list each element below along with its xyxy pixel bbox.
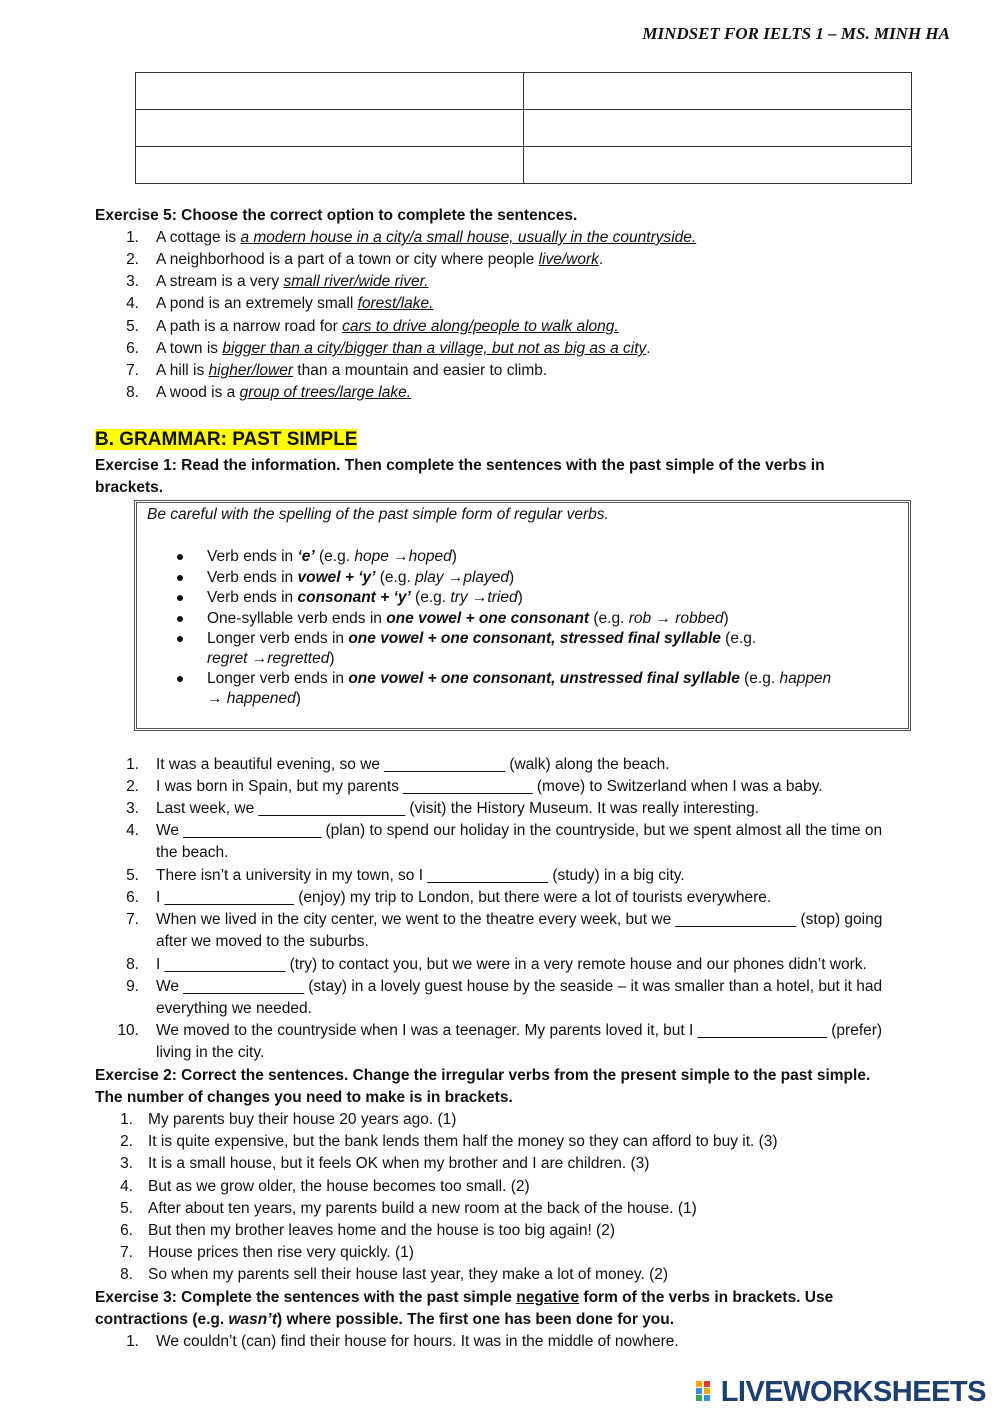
- list-item: [156, 294, 433, 314]
- answer-options[interactable]: a modern house in a city/a small house, usually in the countryside.: [240, 229, 697, 246]
- ex3-title-negative: negative: [516, 1289, 580, 1306]
- box-intro: Be careful with the spelling of the past simple form of regular verbs.: [147, 506, 609, 523]
- answer-options[interactable]: forest/lake.: [357, 295, 434, 312]
- item-number: 6.: [126, 340, 139, 357]
- item-number: 2.: [126, 251, 139, 268]
- item-number: 4.: [120, 1177, 133, 1195]
- item-text: .: [598, 251, 604, 268]
- item-text: A hill is: [156, 362, 209, 379]
- item-number: 2.: [126, 778, 139, 795]
- item-text: A stream is a very: [156, 273, 284, 290]
- rule-text: (e.g.: [375, 569, 416, 586]
- list-item: But as we grow older, the house becomes too small. (2): [148, 1177, 530, 1195]
- list-item: [156, 317, 619, 337]
- list-item: [156, 250, 603, 270]
- list-item: [156, 361, 547, 381]
- list-item: [156, 383, 411, 403]
- list-item[interactable]: When we lived in the city center, we went to the theatre every week, but we ______________ (stop) going: [156, 911, 883, 928]
- rule-example: hope →hoped: [354, 548, 452, 565]
- table-cell[interactable]: [136, 110, 524, 147]
- list-item-cont: the beach.: [156, 844, 229, 861]
- rule-text: ): [451, 548, 457, 565]
- rule-text: (e.g.: [410, 589, 451, 606]
- rule-item-cont: [207, 649, 335, 669]
- list-item: So when my parents sell their house last year, they make a lot of money. (2): [148, 1266, 669, 1284]
- bullet-icon: [177, 575, 183, 581]
- item-number: 7.: [126, 911, 139, 928]
- rule-pattern: consonant + ‘y’: [297, 589, 411, 606]
- table-cell[interactable]: [136, 147, 524, 184]
- list-item-cont: everything we needed.: [156, 1000, 312, 1017]
- item-text: A town is: [156, 340, 223, 357]
- table-cell[interactable]: [524, 110, 912, 147]
- page-header: MINDSET FOR IELTS 1 – MS. MINH HA: [642, 24, 950, 43]
- item-number: 9.: [126, 978, 139, 995]
- rule-text: Longer verb ends in: [207, 670, 349, 687]
- rule-text: (e.g.: [720, 630, 757, 647]
- ex3-title-part: form of the verbs in brackets. Use: [579, 1289, 834, 1306]
- section-b-title: [95, 428, 357, 452]
- rule-item: [207, 568, 514, 588]
- list-item[interactable]: We ______________ (stay) in a lovely guest house by the seaside – it was smaller than a hotel, but it had: [156, 978, 883, 995]
- answer-options[interactable]: higher/lower: [208, 362, 293, 379]
- item-number: 6.: [120, 1222, 133, 1239]
- list-item-cont: after we moved to the suburbs.: [156, 933, 369, 950]
- list-item[interactable]: It was a beautiful evening, so we ______________ (walk) along the beach.: [156, 756, 670, 773]
- bullet-icon: [177, 636, 183, 642]
- item-text: A cottage is: [156, 229, 241, 246]
- item-number: 4.: [126, 295, 139, 312]
- item-number: 6.: [126, 889, 139, 906]
- item-number: 1.: [126, 229, 139, 246]
- rule-example: play →played: [415, 569, 510, 586]
- rule-item-cont: [207, 689, 301, 709]
- list-item: [156, 228, 696, 248]
- exercise-5-title: Exercise 5: Choose the correct option to complete the sentences.: [95, 207, 578, 224]
- item-number: 7.: [120, 1244, 133, 1262]
- exercise-1-title: Exercise 1: Read the information. Then complete the sentences with the past simple of the verbs in: [95, 457, 825, 474]
- item-text: .: [646, 340, 651, 357]
- rule-example: happen: [779, 670, 832, 687]
- rule-item: [207, 669, 831, 689]
- item-number: 3.: [126, 800, 139, 817]
- item-number: 3.: [120, 1155, 133, 1173]
- ex3-title-part: Exercise 3: Complete the sentences with the past simple: [95, 1289, 517, 1306]
- rule-text: (e.g.: [739, 670, 780, 687]
- list-item[interactable]: There isn’t a university in my town, so I ______________ (study) in a big city.: [156, 867, 685, 884]
- section-b-heading: B. GRAMMAR: PAST SIMPLE: [95, 429, 358, 450]
- list-item: After about ten years, my parents build a new room at the back of the house. (1): [148, 1199, 697, 1217]
- rule-text: (e.g.: [589, 610, 629, 627]
- item-text: A neighborhood is a part of a town or city where people: [156, 251, 539, 268]
- rule-text: (e.g.: [314, 548, 355, 565]
- list-item: It is quite expensive, but the bank lends them half the money so they can afford to buy it. (3): [148, 1133, 778, 1151]
- item-number: 10.: [117, 1022, 139, 1039]
- rule-item: [207, 588, 523, 608]
- item-number: 5.: [126, 867, 139, 884]
- list-item[interactable]: We ________________ (plan) to spend our holiday in the countryside, but we spent almost all the time on: [156, 822, 883, 839]
- item-number: 8.: [126, 956, 139, 973]
- bullet-icon: [177, 616, 183, 622]
- list-item[interactable]: Last week, we _________________ (visit) the History Museum. It was really interesting.: [156, 800, 760, 817]
- answer-options[interactable]: group of trees/large lake.: [239, 384, 412, 401]
- rule-text: ): [517, 589, 523, 606]
- table-cell[interactable]: [524, 147, 912, 184]
- exercise-1-title-cont: brackets.: [95, 479, 164, 496]
- item-number: 2.: [120, 1133, 133, 1151]
- ex3-title-part: contractions (e.g.: [95, 1311, 229, 1328]
- answer-options[interactable]: live/work: [538, 251, 599, 268]
- list-item[interactable]: We moved to the countryside when I was a teenager. My parents loved it, but I _______________ (prefer): [156, 1022, 883, 1039]
- rule-pattern: ‘e’: [297, 548, 315, 565]
- item-text: than a mountain and easier to climb.: [293, 362, 548, 379]
- rule-item: [207, 629, 756, 649]
- liveworksheets-icon: [696, 1379, 718, 1401]
- list-item: My parents buy their house 20 years ago. (1): [148, 1111, 457, 1128]
- table-cell[interactable]: [524, 73, 912, 110]
- item-number: 3.: [126, 273, 139, 290]
- rule-pattern: one vowel + one consonant: [386, 610, 590, 627]
- rule-text: Longer verb ends in: [207, 630, 349, 647]
- list-item[interactable]: I was born in Spain, but my parents _______________ (move) to Switzerland when I was a baby.: [156, 778, 823, 795]
- rule-text: ): [509, 569, 515, 586]
- rule-pattern: vowel + ‘y’: [297, 569, 376, 586]
- exercise-3-title-cont: [95, 1310, 674, 1330]
- item-number: 4.: [126, 822, 139, 839]
- item-text: A pond is an extremely small: [156, 295, 358, 312]
- bullet-icon: [177, 676, 183, 682]
- rule-example: rob → robbed: [628, 610, 724, 627]
- list-item[interactable]: I _______________ (enjoy) my trip to London, but there were a lot of tourists everywhere.: [156, 889, 772, 906]
- logo-text: LIVEWORKSHEETS: [720, 1376, 986, 1408]
- rule-text: Verb ends in: [207, 589, 298, 606]
- rule-text: Verb ends in: [207, 548, 298, 565]
- bullet-icon: [177, 595, 183, 601]
- blank-table: [135, 72, 912, 184]
- list-item[interactable]: I ______________ (try) to contact you, but we were in a very remote house and our phones didn’t work.: [156, 956, 867, 973]
- rule-item: [207, 547, 457, 567]
- answer-options[interactable]: cars to drive along/people to walk along.: [342, 318, 619, 335]
- rule-text: ): [295, 690, 301, 707]
- list-item: [156, 339, 651, 359]
- table-cell[interactable]: [136, 73, 524, 110]
- list-item-cont: living in the city.: [156, 1044, 265, 1061]
- rule-text: One-syllable verb ends in: [207, 610, 387, 627]
- list-item: [156, 272, 428, 292]
- rule-text: ): [723, 610, 729, 627]
- rule-item: [207, 609, 729, 629]
- rule-pattern: one vowel + one consonant, unstressed final syllable: [348, 670, 740, 687]
- exercise-2-title-cont: The number of changes you need to make is in brackets.: [95, 1089, 513, 1106]
- list-item: But then my brother leaves home and the house is too big again! (2): [148, 1222, 616, 1239]
- liveworksheets-logo: [696, 1376, 986, 1409]
- rule-example: → happened: [207, 690, 296, 707]
- item-number: 5.: [126, 318, 139, 335]
- exercise-2-title: Exercise 2: Correct the sentences. Change the irregular verbs from the present simple to the past simple.: [95, 1067, 871, 1084]
- item-number: 8.: [120, 1266, 133, 1284]
- list-item: It is a small house, but it feels OK when my brother and I are children. (3): [148, 1155, 650, 1173]
- rule-text: Verb ends in: [207, 569, 298, 586]
- item-number: 1.: [126, 756, 139, 773]
- bullet-icon: [177, 554, 183, 560]
- ex3-title-part: ) where possible. The first one has been done for you.: [277, 1311, 675, 1328]
- item-number: 7.: [126, 362, 139, 379]
- item-number: 1.: [120, 1111, 133, 1128]
- item-number: 5.: [120, 1199, 133, 1217]
- answer-options[interactable]: small river/wide river.: [283, 273, 429, 290]
- item-text: A path is a narrow road for: [156, 318, 343, 335]
- rule-example: try →tried: [450, 589, 518, 606]
- exercise-3-title: [95, 1288, 833, 1308]
- list-item: We couldn’t (can) find their house for hours. It was in the middle of nowhere.: [156, 1333, 679, 1350]
- list-item: House prices then rise very quickly. (1): [148, 1244, 414, 1262]
- answer-options[interactable]: bigger than a city/bigger than a village, but not as big as a city: [222, 340, 647, 357]
- spelling-rules-box: [134, 500, 911, 731]
- ex3-title-example: wasn’t: [228, 1311, 278, 1328]
- rule-pattern: one vowel + one consonant, stressed final syllable: [348, 630, 721, 647]
- item-number: 1.: [126, 1333, 139, 1350]
- item-number: 8.: [126, 384, 139, 401]
- rule-example: regret →regretted: [207, 650, 330, 667]
- item-text: A wood is a: [156, 384, 240, 401]
- rule-text: ): [329, 650, 335, 667]
